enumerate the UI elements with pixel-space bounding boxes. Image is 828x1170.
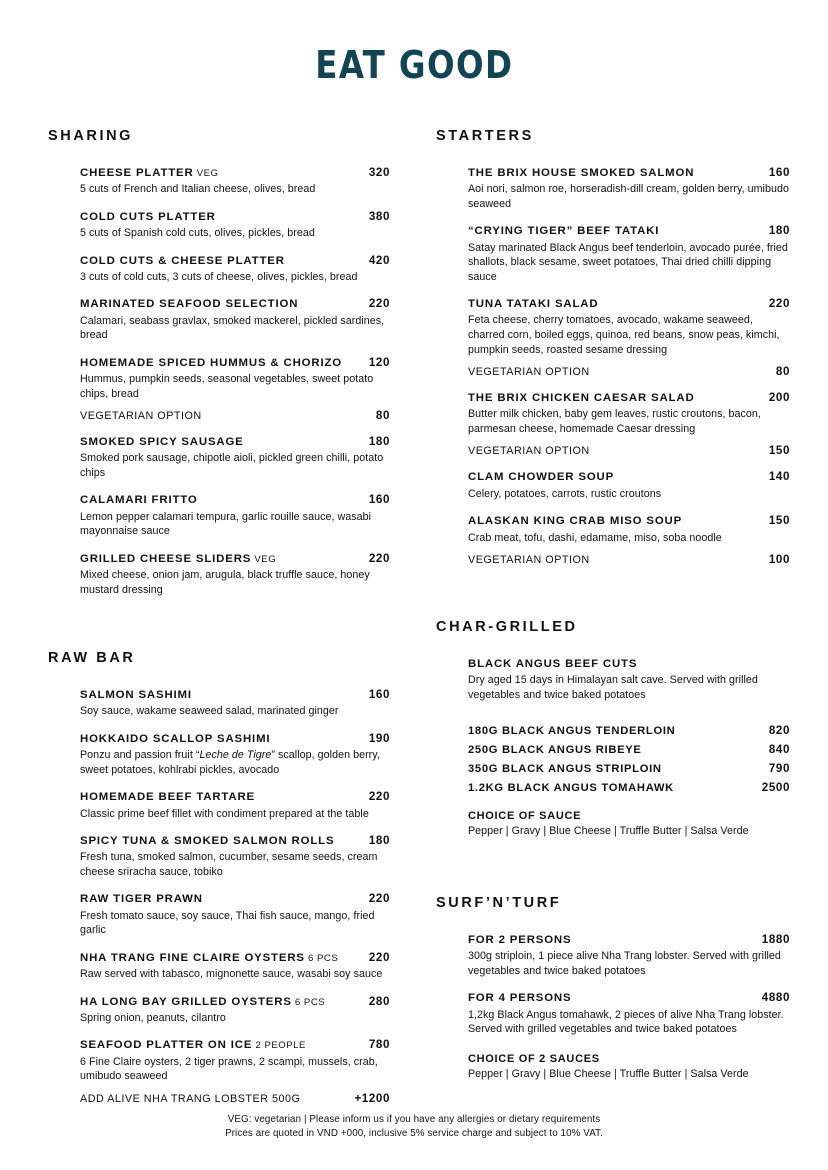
- item-description: Raw served with tabasco, mignonette sauce, wasabi soy sauce: [80, 967, 383, 980]
- item-description: Feta cheese, cherry tomatoes, avocado, wakame seaweed, charred corn, boiled eggs, quinoa, red beans, snow peas, kimchi, pumpkin seeds, roasted sesame dressing: [468, 314, 780, 356]
- item-description: 5 cuts of Spanish cold cuts, olives, pickles, bread: [80, 227, 315, 240]
- choice-of-sauce-note: [468, 810, 790, 839]
- item-description: 3 cuts of cold cuts, 3 cuts of cheese, olives, pickles, bread: [80, 270, 358, 283]
- item-description: Satay marinated Black Angus beef tenderloin, avocado purée, fried shallots, black sesame, sweet potatoes, Thai dried chilli dipping sauce: [468, 241, 788, 283]
- item-price: 220: [768, 297, 790, 311]
- item-description: Smoked pork sausage, chipotle aioli, pickled green chilli, potato chips: [80, 452, 384, 479]
- sub-option-label: VEGETARIAN OPTION: [80, 410, 202, 423]
- starters-items: [436, 166, 790, 566]
- item-price: 320: [368, 166, 390, 179]
- item-price: 220: [368, 950, 390, 964]
- item-name: HOKKAIDO SCALLOP SASHIMI: [80, 732, 271, 745]
- beef-cut-label: 350G BLACK ANGUS STRIPLOIN: [468, 763, 662, 776]
- item-description: Fresh tuna, smoked salmon, cucumber, sesame seeds, cream cheese sriracha sauce, tobiko: [80, 851, 378, 878]
- surf-n-turf-items: [468, 933, 790, 1037]
- item-description: Classic prime beef fillet with condiment prepared at the table: [80, 807, 369, 820]
- note-title: CHOICE OF SAUCE: [468, 810, 582, 823]
- item-name: FOR 2 PERSONS: [468, 933, 572, 946]
- item-name: CHEESE PLATTER VEG: [80, 167, 219, 179]
- menu-item-header: [468, 514, 790, 528]
- item-name: FOR 4 PERSONS: [468, 992, 572, 1005]
- item-price: 220: [368, 297, 390, 311]
- item-name: SALMON SASHIMI: [80, 689, 192, 702]
- note-text: Pepper | Gravy | Blue Cheese | Truffle Butter | Salsa Verde: [468, 1067, 749, 1080]
- sub-option-label: VEGETARIAN OPTION: [468, 445, 590, 458]
- menu-item-header: [468, 166, 790, 180]
- item-price: 380: [368, 209, 390, 223]
- item-price: 4880: [761, 991, 790, 1005]
- right-column: [0, 128, 828, 1118]
- beef-cut-label: 180G BLACK ANGUS TENDERLOIN: [468, 725, 676, 738]
- item-price: 280: [368, 994, 390, 1008]
- section-title-starters: STARTERS: [436, 128, 534, 144]
- item-name: SEAFOOD PLATTER ON ICE 2 PEOPLE: [80, 1039, 306, 1052]
- item-qualifier: 6 PCS: [304, 952, 339, 964]
- sub-option-price: 80: [375, 409, 390, 423]
- item-description: Mixed cheese, onion jam, arugula, black truffle sauce, honey mustard dressing: [80, 569, 370, 596]
- menu-item-header: [468, 991, 790, 1005]
- item-price: 420: [368, 253, 390, 267]
- item-name: NHA TRANG FINE CLAIRE OYSTERS 6 PCS: [80, 951, 339, 964]
- item-price: 180: [768, 224, 790, 238]
- beef-cut-price: 790: [768, 762, 790, 776]
- item-description: 5 cuts of French and Italian cheese, olives, bread: [80, 183, 316, 196]
- menu-item-header: [468, 933, 790, 947]
- menu-item-header: [468, 297, 790, 311]
- menu-item-header: [468, 391, 790, 405]
- item-qualifier: VEG: [251, 553, 277, 565]
- menu-item: [468, 297, 790, 378]
- item-price: 120: [368, 355, 390, 369]
- item-description: Celery, potatoes, carrots, rustic croutons: [468, 487, 662, 500]
- menu-item-header: [468, 470, 790, 484]
- beef-cut-row: [468, 724, 790, 737]
- item-price: 160: [768, 166, 790, 179]
- section-title-surf-n-turf: SURF’N’TURF: [436, 894, 562, 911]
- item-price: 180: [368, 435, 390, 449]
- item-name: CLAM CHOWDER SOUP: [468, 471, 615, 484]
- item-price: 220: [368, 551, 390, 565]
- footer-pricing-note: Prices are quoted in VND +000, inclusive 5% service charge and subject to 10% VAT.: [225, 1128, 603, 1140]
- sub-option-price: +1200: [354, 1091, 390, 1105]
- sub-option-label: VEGETARIAN OPTION: [468, 366, 590, 379]
- item-description: Crab meat, tofu, dashi, edamame, miso, soba noodle: [468, 531, 722, 544]
- item-price: 150: [768, 514, 790, 528]
- item-description: 1,2kg Black Angus tomahawk, 2 pieces of alive Nha Trang lobster. Served with grilled vegetables and twice baked potatoes: [468, 1008, 784, 1036]
- item-description: Butter milk chicken, baby gem leaves, rustic croutons, bacon, parmesan cheese, homemade Caesar dressing: [468, 408, 761, 435]
- item-description: Hummus, pumpkin seeds, seasonal vegetables, sweet potato chips, bread: [80, 372, 374, 400]
- beef-cut-row: [468, 781, 790, 794]
- item-name: SPICY TUNA & SMOKED SALMON ROLLS: [80, 835, 335, 848]
- item-name: TUNA TATAKI SALAD: [468, 298, 599, 311]
- sub-option-price: 150: [768, 444, 790, 458]
- menu-item: [468, 166, 790, 211]
- section-char-grilled: [436, 619, 790, 839]
- item-price: 160: [368, 688, 390, 702]
- item-name: CALAMARI FRITTO: [80, 494, 198, 507]
- beef-cut-price: 820: [768, 724, 790, 738]
- item-description: Lemon pepper calamari tempura, garlic rouille sauce, wasabi mayonnaise sauce: [80, 510, 372, 538]
- item-name: BLACK ANGUS BEEF CUTS: [468, 658, 638, 671]
- item-name: COLD CUTS PLATTER: [80, 210, 216, 223]
- beef-cut-label: 1.2KG BLACK ANGUS TOMAHAWK: [468, 782, 674, 795]
- menu-item: [468, 933, 790, 978]
- item-name: HOMEMADE BEEF TARTARE: [80, 791, 255, 804]
- item-name: COLD CUTS & CHEESE PLATTER: [80, 254, 285, 267]
- char-grilled-intro: [468, 657, 790, 702]
- item-name: ALASKAN KING CRAB MISO SOUP: [468, 515, 683, 528]
- item-sub-option: [468, 444, 790, 457]
- sub-option-price: 80: [775, 365, 790, 379]
- item-price: 220: [368, 790, 390, 804]
- item-name: RAW TIGER PRAWN: [80, 893, 203, 906]
- beef-cuts-list: [468, 724, 790, 794]
- item-name: SMOKED SPICY SAUSAGE: [80, 436, 244, 449]
- section-starters: [436, 128, 790, 566]
- item-name: HOMEMADE SPICED HUMMUS & CHORIZO: [80, 356, 342, 369]
- page-title: EAT GOOD: [314, 43, 514, 87]
- item-name: THE BRIX CHICKEN CAESAR SALAD: [468, 392, 695, 405]
- menu-columns: [0, 128, 828, 1118]
- footer-allergy-note: VEG: vegetarian | Please inform us if you have any allergies or dietary requirements: [227, 1113, 601, 1125]
- menu-header: [0, 0, 828, 87]
- menu-item-header: [468, 224, 790, 238]
- sub-option-label: VEGETARIAN OPTION: [468, 554, 590, 567]
- item-description: Soy sauce, wakame seaweed salad, marinated ginger: [80, 705, 339, 718]
- item-sub-option: [468, 365, 790, 378]
- char-grilled-body: [436, 657, 790, 839]
- section-title-sharing: SHARING: [48, 128, 134, 144]
- item-price: 220: [368, 892, 390, 906]
- item-description: Dry aged 15 days in Himalayan salt cave. Served with grilled vegetables and twice baked potatoes: [468, 674, 758, 701]
- item-price: 160: [368, 493, 390, 507]
- item-sub-option: [468, 553, 790, 566]
- beef-cut-price: 2500: [761, 781, 790, 795]
- note-text: Pepper | Gravy | Blue Cheese | Truffle Butter | Salsa Verde: [468, 825, 749, 838]
- sub-option-price: 100: [768, 553, 790, 567]
- menu-item: [468, 514, 790, 566]
- menu-item: [468, 391, 790, 457]
- item-description: Calamari, seabass gravlax, smoked mackerel, pickled sardines, bread: [80, 314, 385, 342]
- beef-cut-price: 840: [768, 743, 790, 757]
- item-name: HA LONG BAY GRILLED OYSTERS 6 PCS: [80, 995, 326, 1008]
- item-description: Ponzu and passion fruit “Leche de Tigre” scallop, golden berry, sweet potatoes, kohlrabi pickles, avocado: [80, 749, 380, 776]
- item-description-emphasis: Leche de Tigre: [199, 749, 272, 762]
- section-surf-n-turf: [436, 895, 790, 1081]
- item-name: THE BRIX HOUSE SMOKED SALMON: [468, 167, 695, 179]
- item-price: 190: [368, 731, 390, 745]
- section-title-raw-bar: RAW BAR: [48, 650, 136, 667]
- item-description: Spring onion, peanuts, cilantro: [80, 1011, 226, 1024]
- item-description: Fresh tomato sauce, soy sauce, Thai fish sauce, mango, fried garlic: [80, 909, 375, 937]
- item-price: 180: [368, 834, 390, 848]
- menu-item: [468, 224, 790, 284]
- beef-cut-row: [468, 762, 790, 775]
- item-qualifier: 6 PCS: [291, 996, 326, 1008]
- item-qualifier: VEG: [193, 168, 219, 179]
- item-description: Aoi nori, salmon roe, horseradish-dill cream, golden berry, umibudo seaweed: [468, 183, 789, 210]
- item-description: 6 Fine Claire oysters, 2 tiger prawns, 2 scampi, mussels, crab, umibudo seaweed: [80, 1055, 378, 1083]
- item-name: GRILLED CHEESE SLIDERS VEG: [80, 552, 277, 565]
- item-price: 200: [768, 391, 790, 405]
- section-title-char-grilled: CHAR-GRILLED: [436, 619, 578, 636]
- note-title: CHOICE OF 2 SAUCES: [468, 1052, 600, 1065]
- item-name: MARINATED SEAFOOD SELECTION: [80, 298, 299, 311]
- menu-item: [468, 991, 790, 1036]
- choice-of-2-sauces-note: [468, 1053, 790, 1082]
- surf-n-turf-body: [436, 933, 790, 1081]
- item-price: 780: [368, 1038, 390, 1052]
- beef-cut-row: [468, 743, 790, 756]
- item-price: 1880: [761, 932, 790, 946]
- menu-footer: [0, 1113, 828, 1142]
- beef-cut-label: 250G BLACK ANGUS RIBEYE: [468, 744, 642, 757]
- menu-item: [468, 470, 790, 501]
- item-description: 300g striploin, 1 piece alive Nha Trang lobster. Served with grilled vegetables and twice baked potatoes: [468, 950, 781, 977]
- item-name: “CRYING TIGER” BEEF TATAKI: [468, 225, 660, 238]
- item-qualifier: 2 PEOPLE: [252, 1040, 306, 1052]
- item-price: 140: [768, 470, 790, 484]
- sub-option-label: ADD ALIVE NHA TRANG LOBSTER 500G: [80, 1092, 301, 1105]
